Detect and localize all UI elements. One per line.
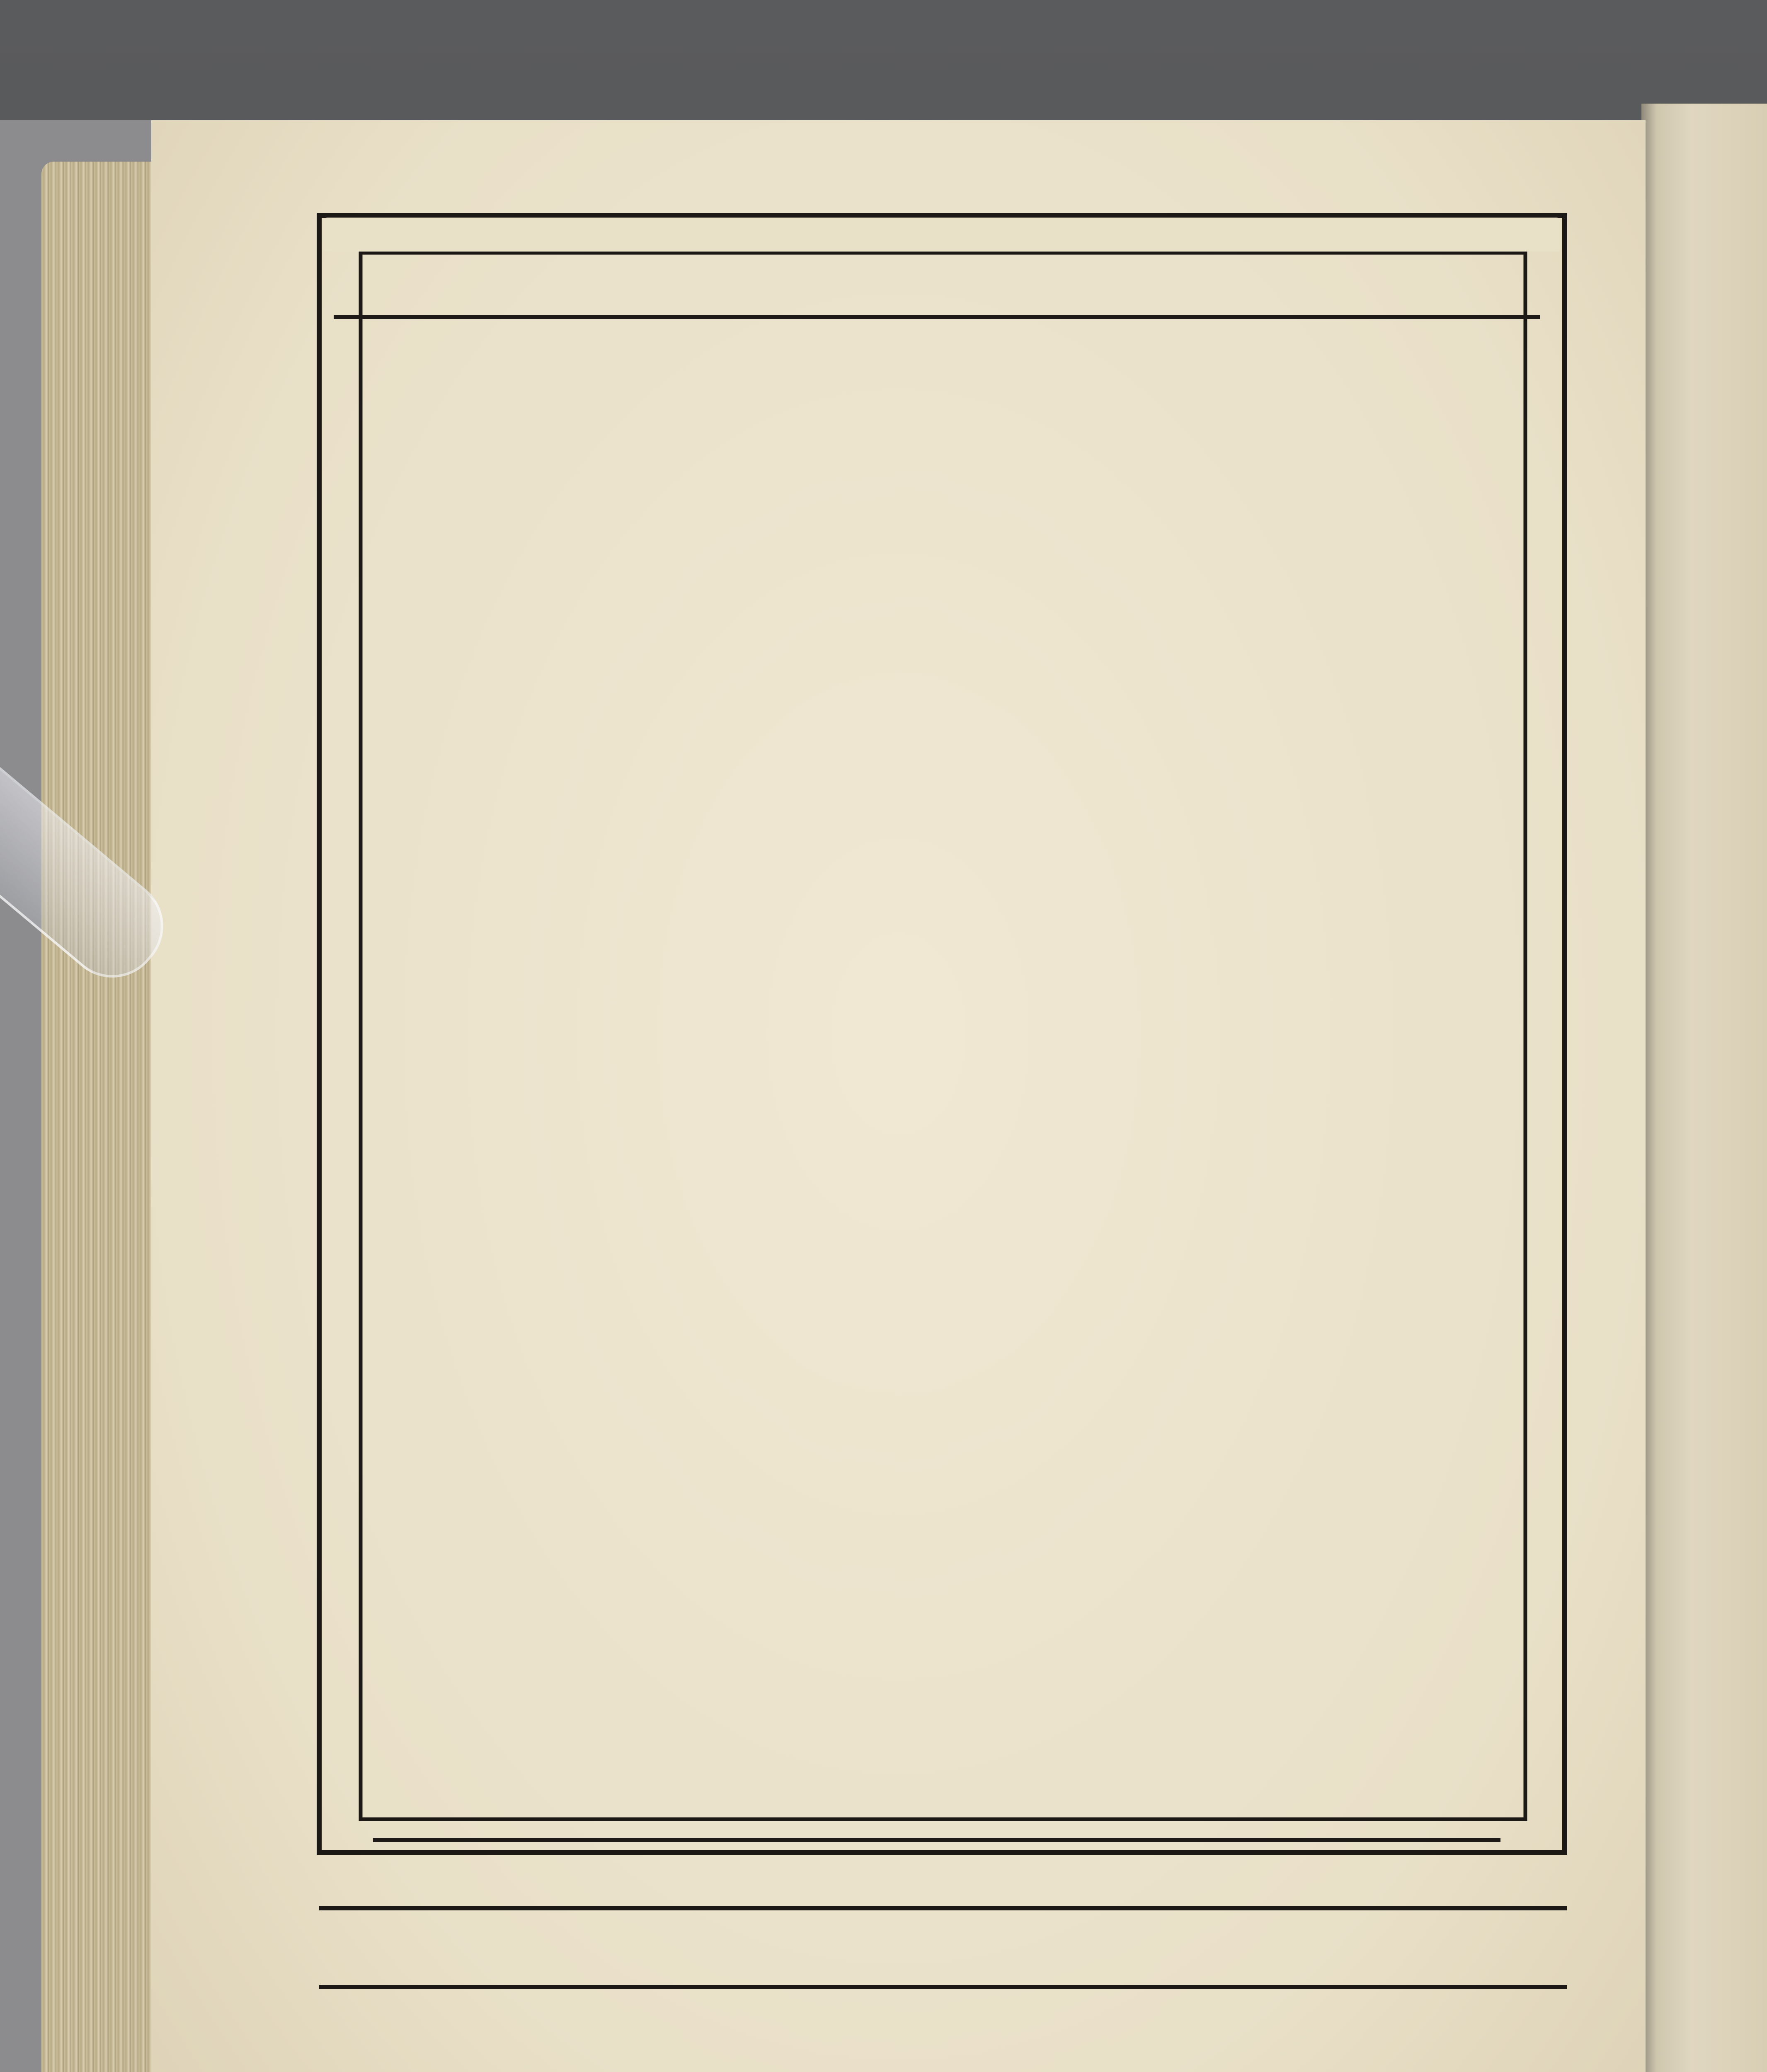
bottom-band-rule-lower (319, 1985, 1567, 1989)
border-outer-rule (319, 215, 1565, 1852)
top-ornament-band (323, 218, 1561, 252)
border-inner-rule (361, 253, 1525, 1819)
bottom-band-rule-upper (319, 1906, 1567, 1910)
title-rule (334, 315, 1540, 319)
text-bottom-rule (373, 1838, 1500, 1842)
